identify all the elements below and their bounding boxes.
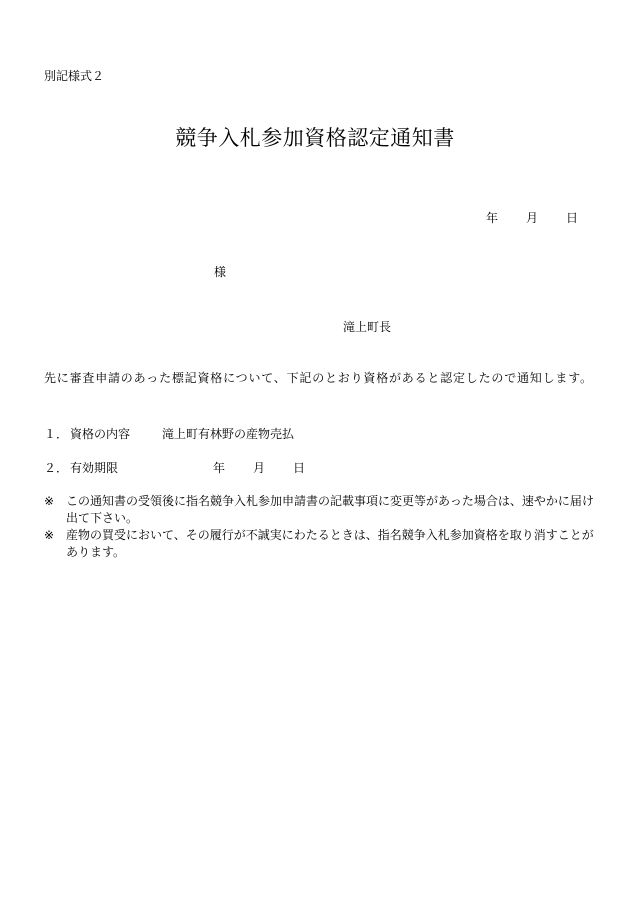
- note-text: 産物の買受において、その履行が不誠実にわたるときは、指名競争入札参加資格を取り消すことがあります。: [66, 528, 594, 559]
- note-item: [44, 493, 594, 527]
- notes-section: [44, 493, 594, 561]
- note-item: [44, 527, 594, 561]
- recipient-honorific: 様: [214, 265, 227, 279]
- item-qualification: [44, 425, 294, 442]
- item-value: 滝上町有林野の産物売払: [162, 427, 295, 441]
- item-validity: [44, 459, 305, 476]
- form-label: 別記様式２: [44, 69, 105, 83]
- document-title: 競争入札参加資格認定通知書: [175, 126, 455, 150]
- issue-date: [486, 209, 578, 226]
- issuer-name: 滝上町長: [343, 320, 392, 334]
- reference-mark: ※: [44, 494, 55, 508]
- item-number: １．: [44, 427, 69, 441]
- item-number: ２．: [44, 461, 69, 475]
- validity-day-label: 日: [293, 461, 306, 475]
- note-text: この通知書の受領後に指名競争入札参加申請書の記載事項に変更等があった場合は、速やかに届け出て下さい。: [66, 494, 594, 525]
- reference-mark: ※: [44, 528, 55, 542]
- notice-body: 先に審査申請のあった標記資格について、下記のとおり資格があると認定したので通知します。: [44, 371, 593, 385]
- date-day-label: 日: [566, 211, 579, 225]
- validity-year-label: 年: [213, 461, 226, 475]
- item-label: 資格の内容: [70, 427, 131, 441]
- date-month-label: 月: [526, 211, 539, 225]
- item-label: 有効期限: [70, 461, 119, 475]
- date-year-label: 年: [486, 211, 499, 225]
- validity-month-label: 月: [253, 461, 266, 475]
